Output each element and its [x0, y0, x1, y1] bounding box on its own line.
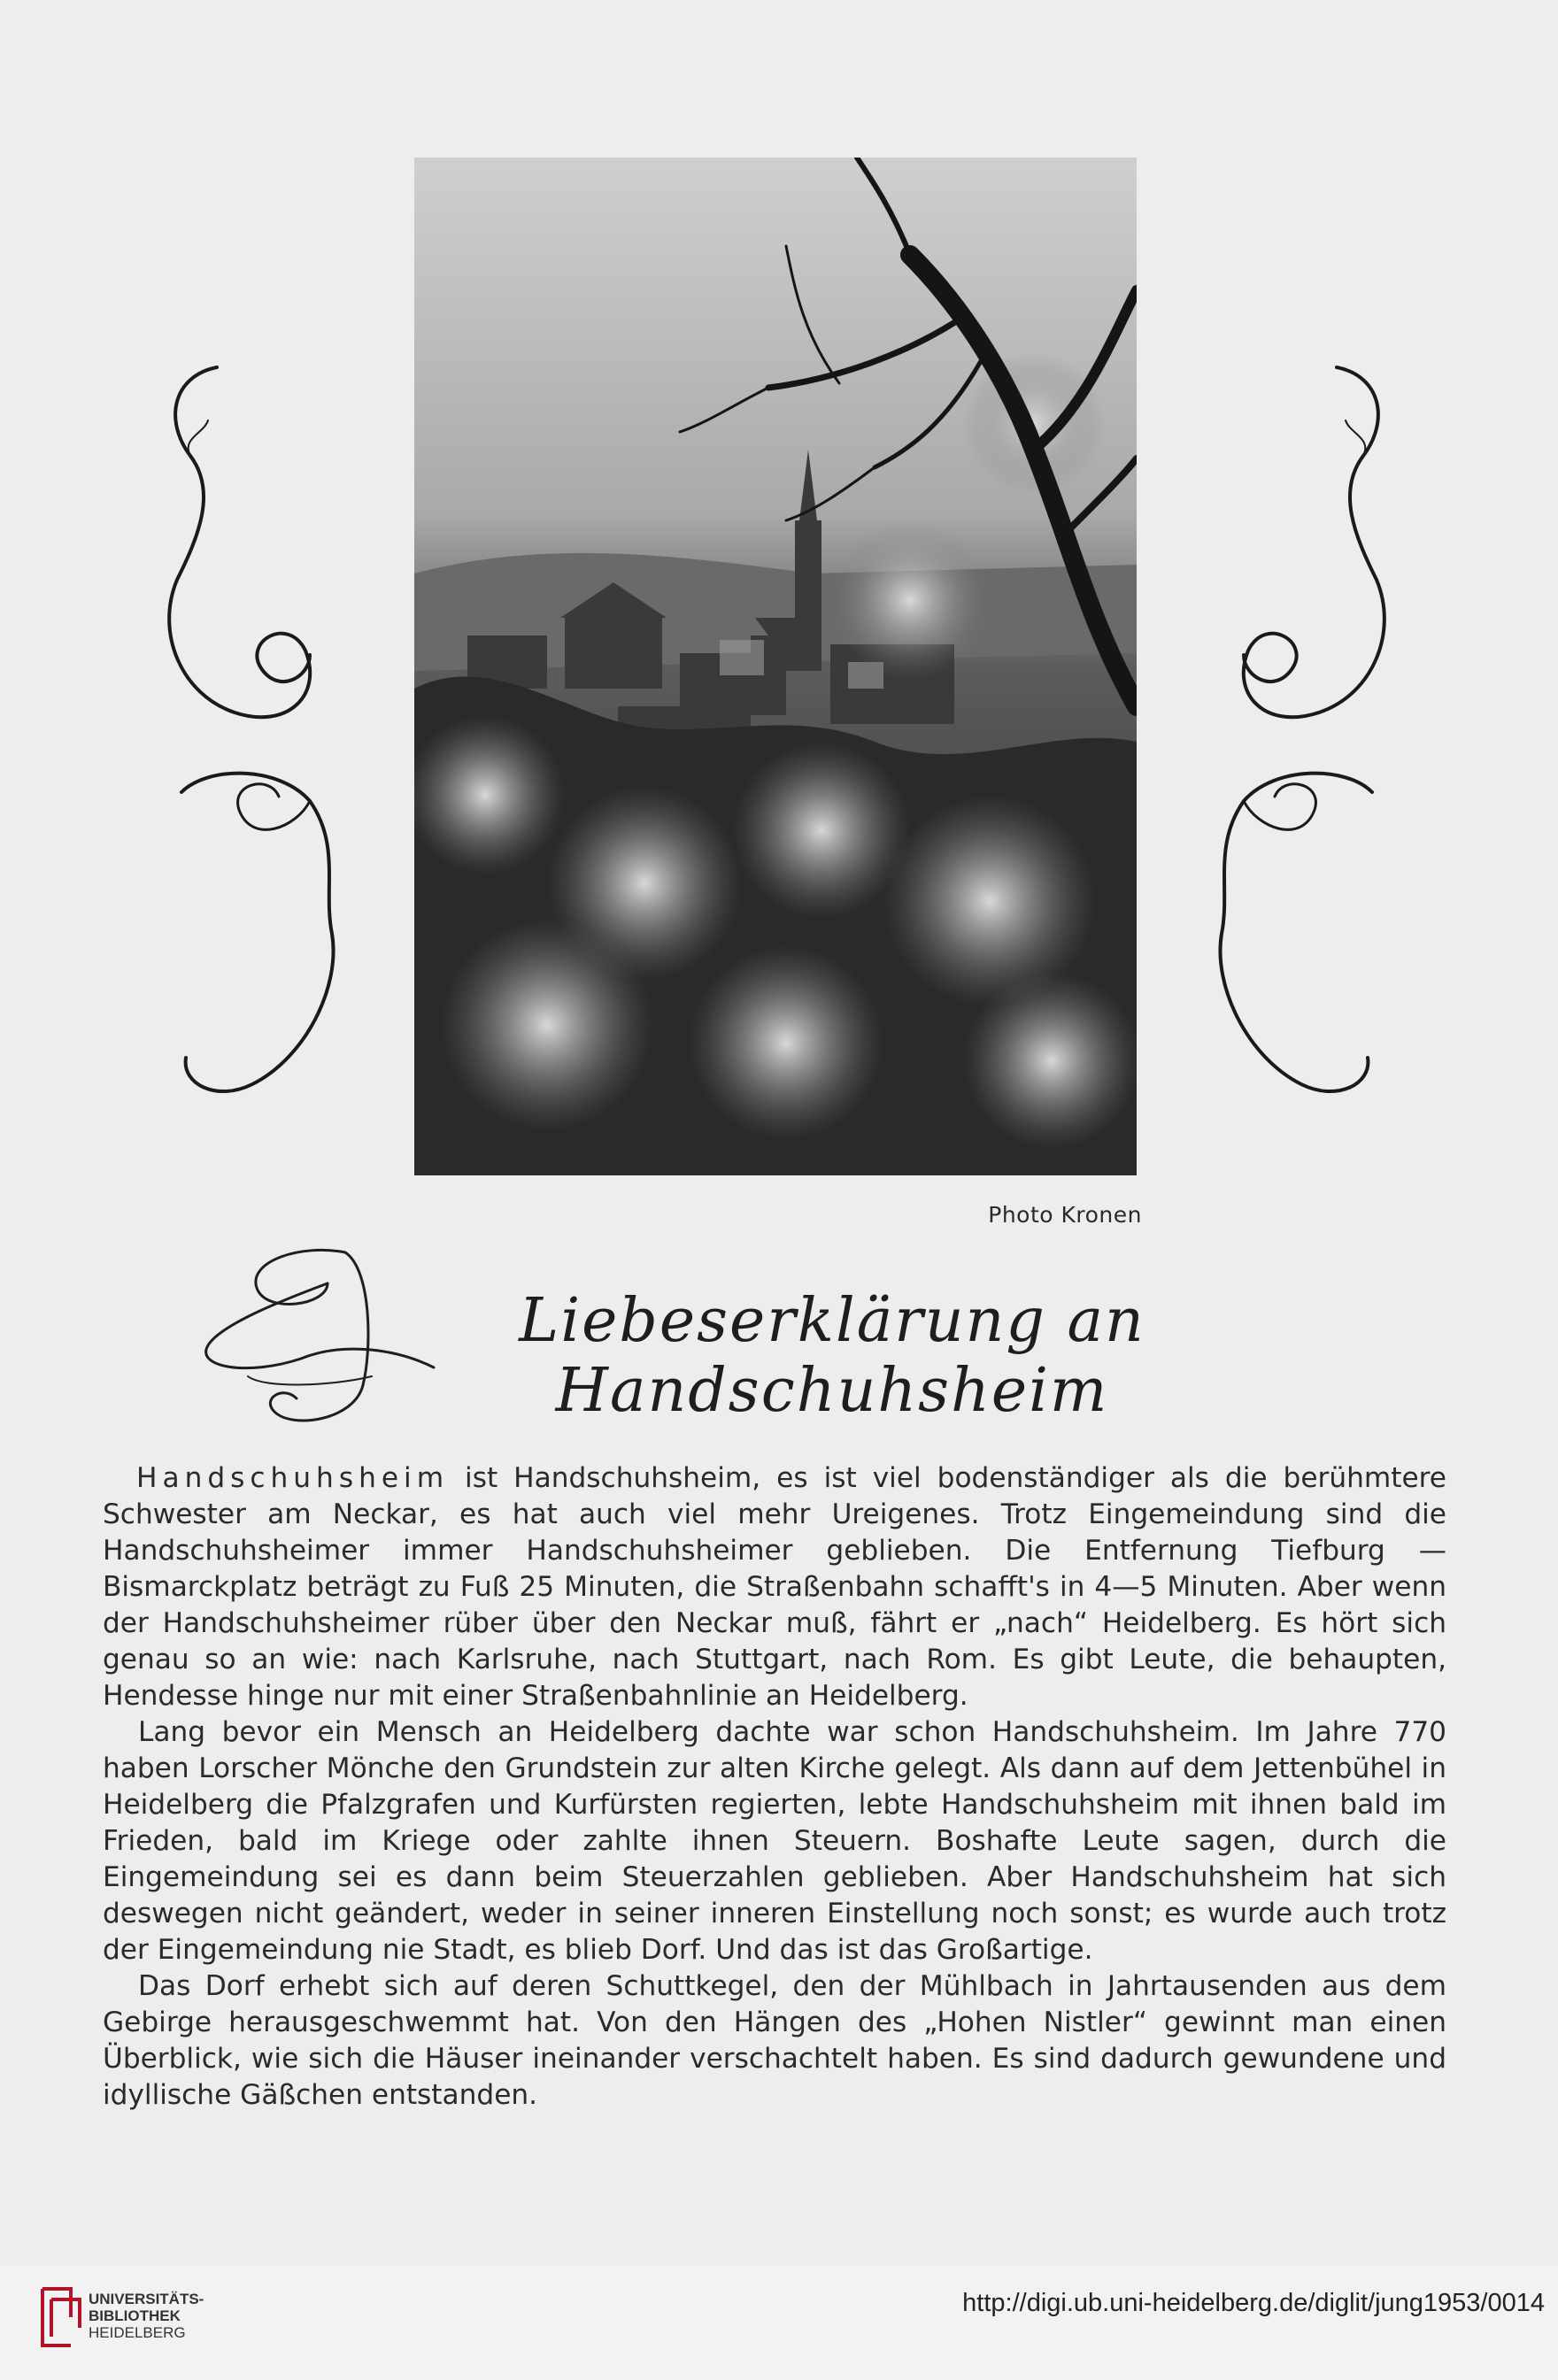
landscape-photograph	[414, 158, 1137, 1175]
paragraph-1	[103, 1460, 1446, 1714]
photo-credit: Photo Kronen	[988, 1202, 1142, 1228]
ornamental-flourish-left	[155, 350, 367, 1146]
title-block	[195, 1235, 1363, 1447]
source-url-link[interactable]: http://digi.ub.uni-heidelberg.de/diglit/jung1953/0014	[962, 2289, 1545, 2317]
library-logo-icon	[35, 2282, 89, 2353]
paragraph-3: Das Dorf erhebt sich auf deren Schuttkegel, den der Mühlbach in Jahrtausenden aus dem Gebirge herausgeschwemmt hat. Von den Hängen des „Hohen Nistler“ gewinnt man einen Überblick, wie sich die Häuser ineinander verschachtelt haben. Es sind dadurch gewundene und idyllische Gäßchen entstanden.	[103, 1970, 1446, 2111]
library-name: UNIVERSITÄTS- BIBLIOTHEK HEIDELBERG	[89, 2291, 204, 2341]
paragraph-1-text: ist Handschuhsheim, es ist viel bodenständiger als die berühmtere Schwester am Neckar, es hat auch viel mehr Ureigenes. Trotz Eingemeindung sind die Handschuhsheimer immer Handschuhsheimer geblieben. Die Entfernung Tiefburg — Bismarckplatz beträgt zu Fuß 25 Minuten, die Straßenbahn schafft's in 4—5 Minuten. Aber wenn der Handschuhsheimer rüber über den Neckar muß, fährt er „nach“ Heidelberg. Es hört sich genau so an wie: nach Karlsruhe, nach Stuttgart, nach Rom. Es gibt Leute, die behaupten, Hendesse hinge nur mit einer Straßenbahnlinie an Heidelberg.	[103, 1462, 1446, 1712]
article-body	[103, 1460, 1446, 2114]
ornamental-flourish-right	[1186, 350, 1399, 1146]
paragraph-1-lead: Handschuhsheim	[136, 1462, 450, 1494]
article-title: Liebeserklärung an Handschuhsheim	[519, 1286, 1145, 1426]
viewer-footer	[0, 2266, 1558, 2380]
paragraph-2: Lang bevor ein Mensch an Heidelberg dachte war schon Handschuhsheim. Im Jahre 770 haben Lorscher Mönche den Grundstein zur alten Kirche gelegt. Als dann auf dem Jettenbühel in Heidelberg die Pfalzgrafen und Kurfürsten regierten, lebte Handschuhsheim mit ihnen bald im Frieden, bald im Kriege oder zahlte ihnen Steuern. Boshafte Leute sagen, durch die Eingemeindung sei es dann beim Steuerzahlen geblieben. Aber Handschuhsheim hat sich deswegen nicht geändert, weder in seiner inneren Einstellung noch sonst; es wurde auch trotz der Eingemeindung nie Stadt, es blieb Dorf. Und das ist das Großartige.	[103, 1716, 1446, 1966]
